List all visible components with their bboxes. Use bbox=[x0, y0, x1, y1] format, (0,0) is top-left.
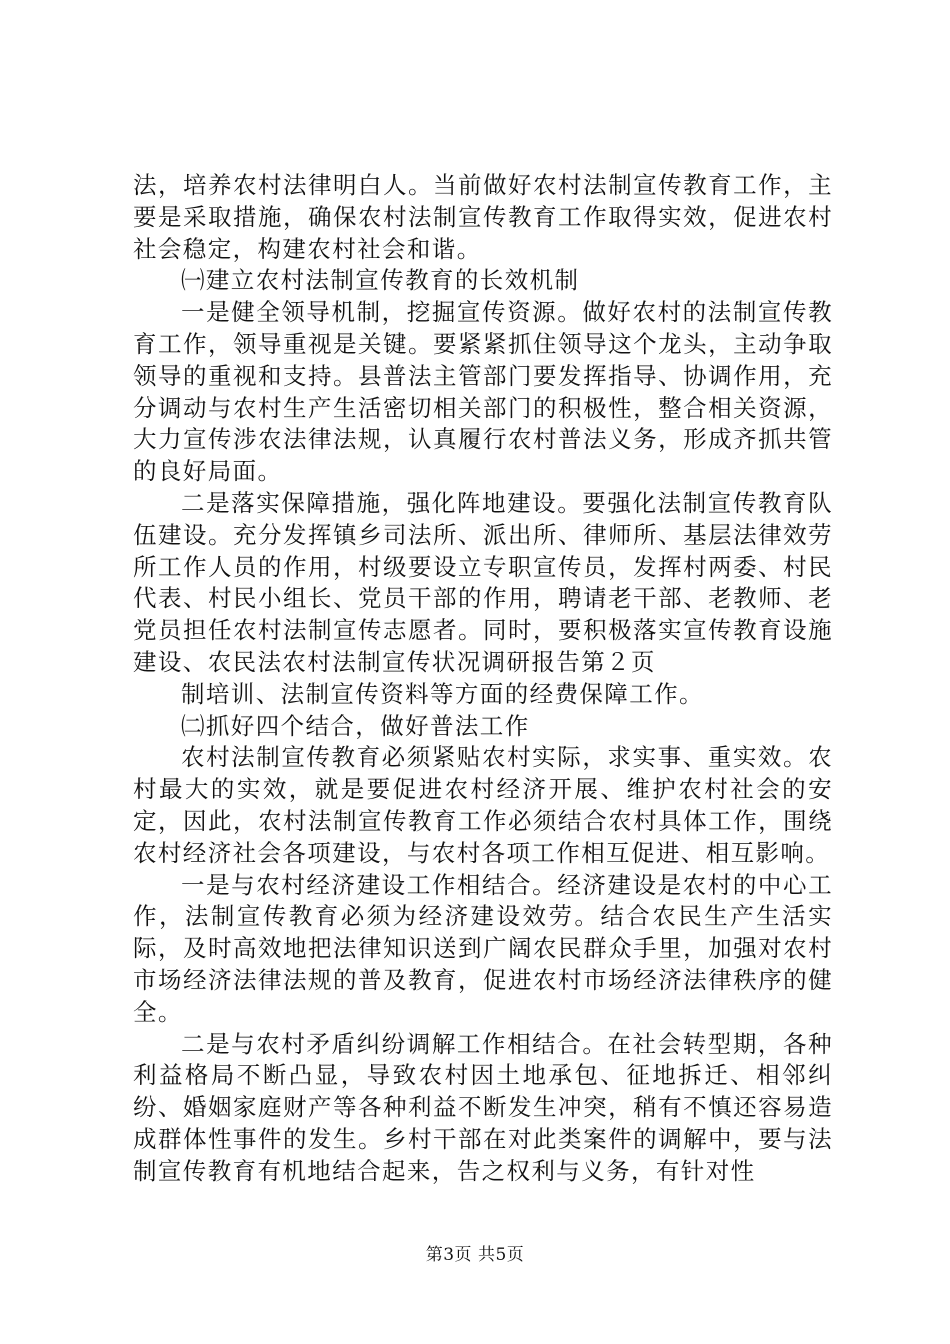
paragraph-5: 农村法制宣传教育必须紧贴农村实际，求实事、重实效。农村最大的实效，就是要促进农村经济开展、维护农村社会的安定，因此，农村法制宣传教育工作必须结合农村具体工作，围绕农村经济社会各项建设，与农村各项工作相互促进、相互影响。 bbox=[133, 743, 833, 867]
paragraph-7: 二是与农村矛盾纠纷调解工作相结合。在社会转型期，各种利益格局不断凸显，导致农村因土地承包、征地拆迁、相邻纠纷、婚姻家庭财产等各种利益不断发生冲突，稍有不慎还容易造成群体性事件的发生。乡村干部在对此类案件的调解中，要与法制宣传教育有机地结合起来，告之权利与义务，有针对性 bbox=[133, 1029, 833, 1185]
paragraph-4: 制培训、法制宣传资料等方面的经费保障工作。 bbox=[181, 679, 704, 708]
page-number: 第3页 共5页 bbox=[425, 1245, 525, 1265]
paragraph-3: 二是落实保障措施，强化阵地建设。要强化法制宣传教育队伍建设。充分发挥镇乡司法所、派出所、律师所、基层法律效劳所工作人员的作用，村级要设立专职宣传员，发挥村两委、村民代表、村民小组长、党员干部的作用，聘请老干部、老教师、老党员担任农村法制宣传志愿者。同时，要积极落实宣传教育设施建设、农民法农村法制宣传状况调研报告第２页 bbox=[133, 488, 833, 676]
paragraph-6: 一是与农村经济建设工作相结合。经济建设是农村的中心工作，法制宣传教育必须为经济建设效劳。结合农民生产生活实际，及时高效地把法律知识送到广阔农民群众手里，加强对农村市场经济法律法规的普及教育，促进农村市场经济法律秩序的健全。 bbox=[133, 870, 833, 1026]
section-heading-1: ㈠建立农村法制宣传教育的长效机制 bbox=[181, 266, 580, 295]
paragraph-2: 一是健全领导机制，挖掘宣传资源。做好农村的法制宣传教育工作，领导重视是关键。要紧紧抓住领导这个龙头，主动争取领导的重视和支持。县普法主管部门要发挥指导、协调作用，充分调动与农村生产生活密切相关部门的积极性，整合相关资源，大力宣传涉农法律法规，认真履行农村普法义务，形成齐抓共管的良好局面。 bbox=[133, 298, 833, 486]
section-heading-2: ㈡抓好四个结合，做好普法工作 bbox=[181, 711, 530, 740]
document-body bbox=[133, 170, 833, 1188]
paragraph-1: 法，培养农村法律明白人。当前做好农村法制宣传教育工作，主要是采取措施，确保农村法制宣传教育工作取得实效，促进农村社会稳定，构建农村社会和谐。 bbox=[133, 171, 833, 263]
page-footer bbox=[0, 1240, 950, 1265]
